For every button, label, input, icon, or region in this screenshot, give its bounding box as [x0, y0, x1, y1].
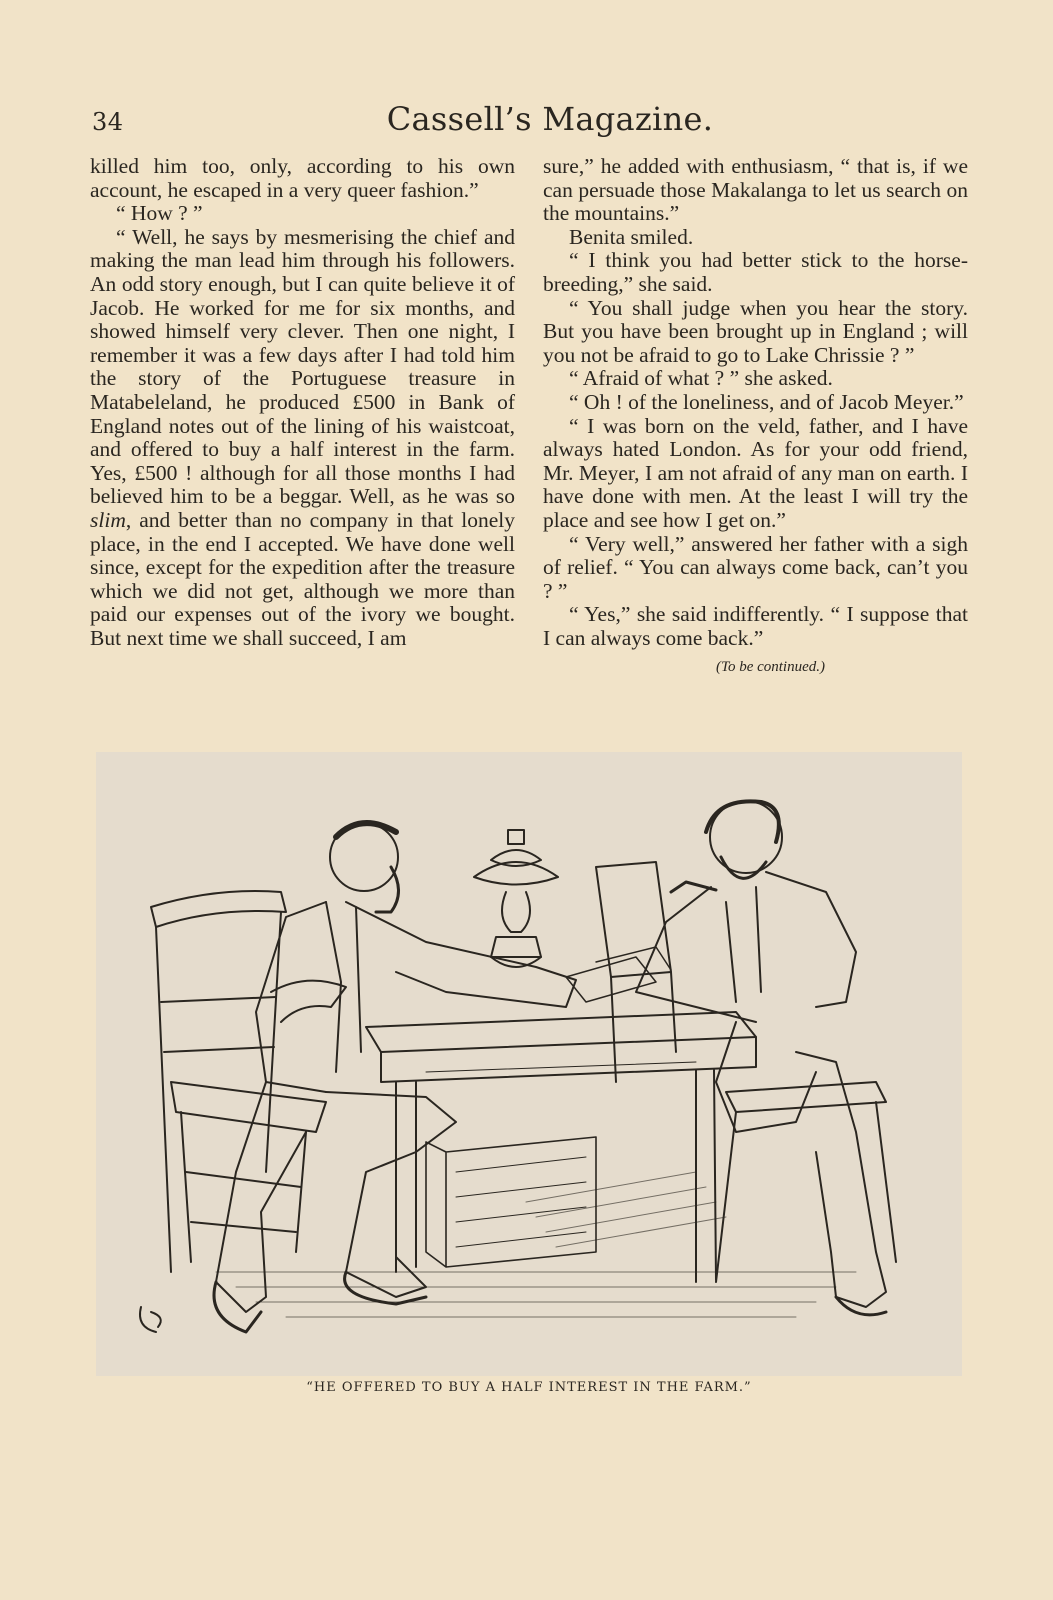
running-head-title: Cassell’s Magazine. [386, 100, 714, 138]
paragraph: sure,” he added with enthusiasm, “ that is, if we can persuade those Makalanga to let us search on the mountains.” [543, 154, 968, 226]
paragraph: “ Yes,” she said indifferently. “ I suppose that I can always come back.” [543, 602, 968, 650]
paragraph-text: “ Well, he says by mesmerising the chief and making the man lead him through his followers. An odd story enough, but I can quite believe it of Jacob. He worked for me for six months, and showed himself very clever. Then one night, I remember it was a few days after I had told him the story of the Portuguese treasure in Matabeleland, he produced £500 in Bank of England notes out of the lining of his waistcoat, and offered to buy a half interest in the farm. Yes, £500 ! although for all those months I had believed him to be a beggar. Well, as he was so [90, 224, 515, 509]
italic-word: slim [90, 507, 126, 532]
illustration-caption: “HE OFFERED TO BUY A HALF INTEREST IN THE FARM.” [306, 1380, 752, 1395]
paragraph: Benita smiled. [569, 224, 694, 249]
page-number: 34 [92, 108, 124, 136]
left-chair [151, 891, 326, 1272]
paragraph [90, 226, 515, 651]
right-text-column [543, 155, 968, 680]
to-be-continued-note: (To be continued.) [715, 659, 825, 676]
paragraph: “ You shall judge when you hear the story. But you have been brought up in England ; will you not be afraid to go to Lake Chrissie ? ” [543, 295, 968, 367]
paragraph: “ Afraid of what ? ” she asked. [569, 366, 833, 391]
paragraph: “ Oh ! of the loneliness, and of Jacob Meyer.” [569, 389, 964, 414]
floor-shading [216, 1172, 856, 1317]
paragraph: “ Very well,” answered her father with a sigh of relief. “ You can always come back, can’t you ? ” [543, 531, 968, 603]
paragraph-text: , and better than no company in that lonely place, in the end I accepted. We have done well since, except for the expedition after the treasure which we did not get, although we more than paid our expenses out of the ivory we bought. But next time we shall succeed, I am [90, 507, 515, 650]
paragraph: killed him too, only, according to his own account, he escaped in a very queer fashion.” [90, 154, 515, 202]
table [366, 1012, 756, 1282]
crate [426, 1137, 596, 1267]
artist-monogram [140, 1307, 161, 1332]
paragraph: “ I was born on the veld, father, and I have always hated London. As for your odd friend, Mr. Meyer, I am not afraid of any man on earth. I have done with men. At the least I will try the place and see how I get on.” [543, 413, 968, 532]
left-text-column [90, 155, 515, 650]
right-man-figure [636, 801, 886, 1315]
papers-on-table [566, 947, 671, 1002]
left-man-figure [214, 823, 576, 1332]
paragraph: “ How ? ” [116, 201, 203, 226]
illustration-two-men-at-table [96, 752, 962, 1376]
engraving-drawing [96, 752, 962, 1376]
oil-lamp [474, 830, 558, 967]
paragraph: “ I think you had better stick to the horse-breeding,” she said. [543, 248, 968, 296]
